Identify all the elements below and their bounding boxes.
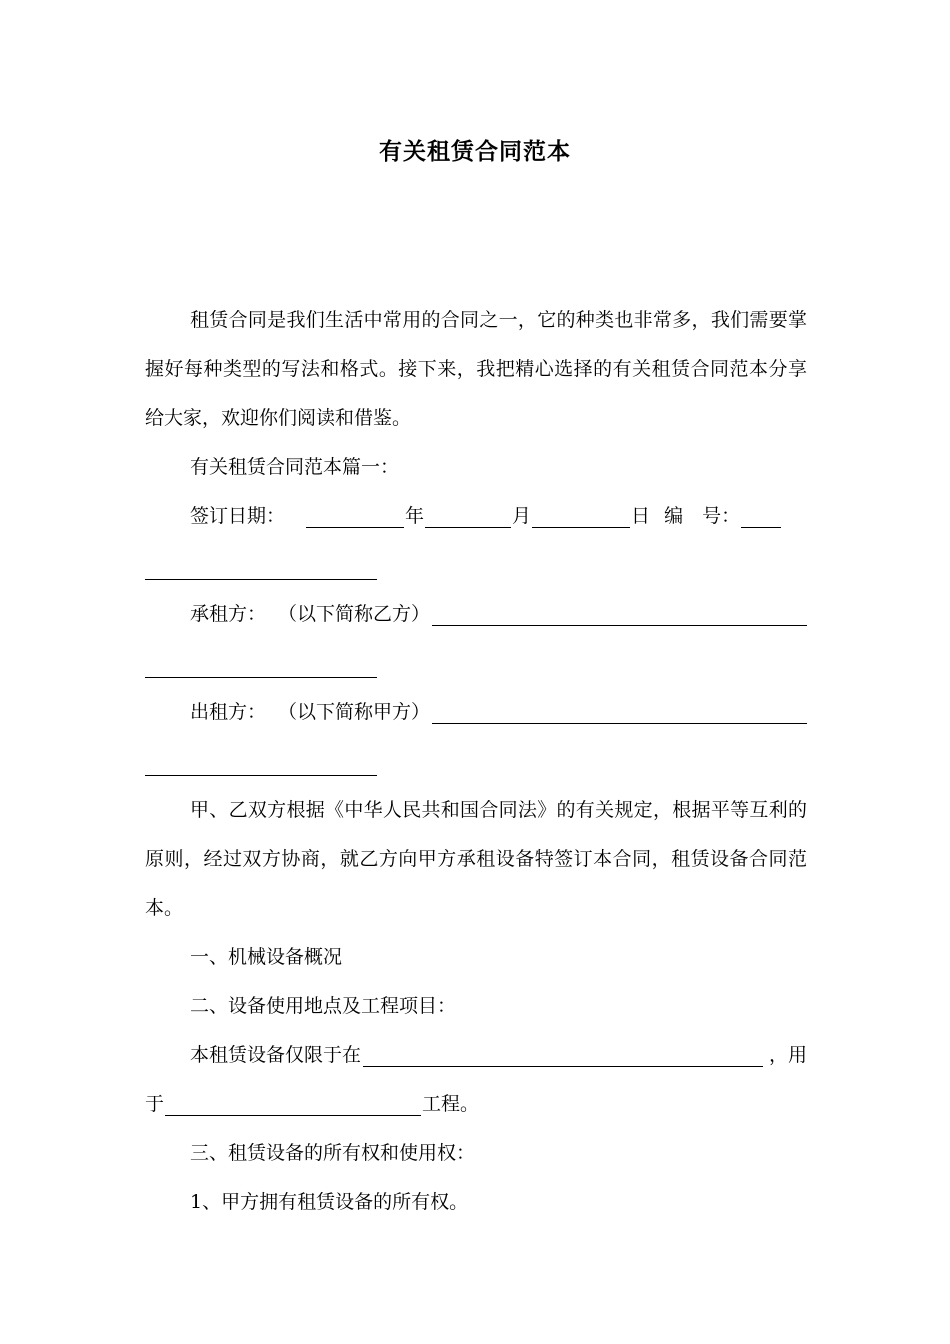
contract-number-continuation — [145, 541, 807, 590]
section-heading: 有关租赁合同范本篇一： — [190, 456, 400, 478]
day-blank[interactable] — [532, 512, 630, 528]
signing-date-line — [145, 492, 807, 541]
month-label: 月 — [512, 505, 532, 527]
lessor-blank[interactable] — [432, 708, 807, 724]
document-body — [145, 296, 807, 1227]
clause-3-heading: 三、租赁设备的所有权和使用权： — [190, 1142, 476, 1164]
day-label: 日 — [631, 505, 651, 527]
project-suffix: 工程。 — [422, 1093, 480, 1115]
clause-3-item-1: 1、甲方拥有租赁设备的所有权。 — [190, 1191, 469, 1213]
lessee-blank-continued[interactable] — [145, 662, 377, 678]
document-title: 有关租赁合同范本 — [379, 139, 571, 165]
project-blank[interactable] — [165, 1100, 421, 1116]
year-blank[interactable] — [306, 512, 404, 528]
lessor-blank-continued[interactable] — [145, 760, 377, 776]
lessee-label: 承租方： — [190, 603, 267, 625]
project-line — [145, 1080, 807, 1129]
signing-date-label: 签订日期： — [190, 505, 286, 527]
lessor-line — [145, 688, 807, 737]
contract-number-blank-continued[interactable] — [145, 564, 377, 580]
intro-paragraph: 租赁合同是我们生活中常用的合同之一，它的种类也非常多，我们需要掌握好每种类型的写法和格式。接下来，我把精心选择的有关租赁合同范本分享给大家，欢迎你们阅读和借鉴。 — [145, 309, 807, 429]
contract-number-label: 编 号： — [664, 505, 741, 527]
preamble-paragraph: 甲、乙双方根据《中华人民共和国合同法》的有关规定，根据平等互利的原则，经过双方协商，就乙方向甲方承租设备特签订本合同，租赁设备合同范本。 — [145, 799, 807, 919]
location-suffix: ，用 — [768, 1044, 807, 1066]
equipment-location-line — [145, 1031, 807, 1080]
clause-1-heading: 一、机械设备概况 — [190, 946, 343, 968]
lessee-note: （以下简称乙方） — [278, 603, 431, 625]
lessor-continuation — [145, 737, 807, 786]
project-prefix: 于 — [145, 1093, 165, 1115]
lessee-continuation — [145, 639, 807, 688]
lessor-note: （以下简称甲方） — [278, 701, 431, 723]
month-blank[interactable] — [425, 512, 511, 528]
contract-number-blank[interactable] — [741, 512, 781, 528]
lessee-blank[interactable] — [432, 610, 807, 626]
location-blank[interactable] — [363, 1051, 763, 1067]
year-label: 年 — [405, 505, 425, 527]
lessee-line — [145, 590, 807, 639]
location-prefix: 本租赁设备仅限于在 — [190, 1044, 362, 1066]
clause-2-heading: 二、设备使用地点及工程项目： — [190, 995, 457, 1017]
lessor-label: 出租方： — [190, 701, 267, 723]
